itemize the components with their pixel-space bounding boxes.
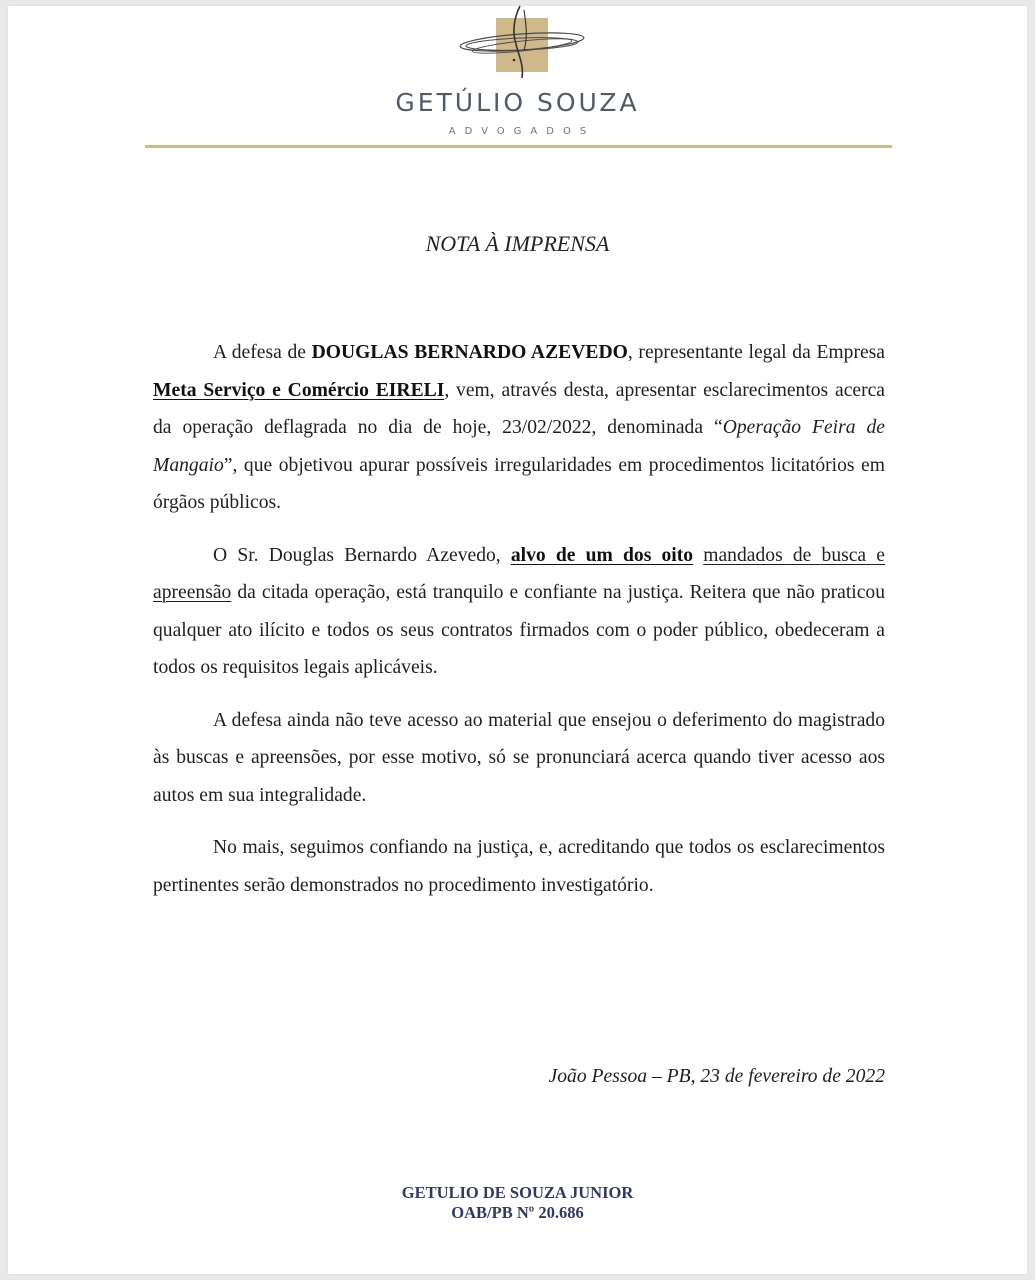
brand-subtitle: ADVOGADOS [448, 126, 596, 137]
paragraph-4: No mais, seguimos confiando na justiça, e, acreditando que todos os esclarecimentos pertinentes serão demonstrados no procedimento investigatório. [153, 837, 885, 896]
paragraph-2-space [693, 545, 703, 566]
paragraph-2-text-1: O Sr. Douglas Bernardo Azevedo, [213, 544, 511, 566]
paragraph-2-text-2: da citada operação, está tranquilo e confiante na justiça. Reitera que não praticou qualquer ato ilícito e todos os seus contratos firmados com o poder público, obedeceram a todos os requisitos legais aplicáveis. [153, 582, 885, 678]
document-title: NOTA À IMPRENSA [425, 231, 610, 256]
place-and-date: João Pessoa – PB, 23 de fevereiro de 2022 [548, 1066, 885, 1087]
paragraph-1-text-3: , vem, através desta, apresentar esclarecimentos acerca da operação deflagrada no dia de hoje, 23/02/2022, denominada “ [153, 379, 886, 438]
paragraph-1 [153, 334, 885, 522]
getulio-souza-monogram-icon [452, 4, 592, 80]
target-phrase: alvo de um dos oito [510, 544, 694, 566]
company-name: Meta Serviço e Comércio EIRELI [153, 379, 445, 401]
document-body [153, 334, 885, 919]
signatory-name: GETULIO DE SOUZA JUNIOR [401, 1183, 634, 1202]
paragraph-2 [153, 537, 885, 687]
paragraph-1-text-2: , representante legal da Empresa [627, 342, 886, 363]
signatory-oab-number: OAB/PB Nº 20.686 [451, 1203, 584, 1222]
warrant-phrase: mandados de busca e apreensão [153, 544, 885, 603]
paragraph-1-text-4: ”, que objetivou apurar possíveis irregularidades em procedimentos licitatórios em órgãos públicos. [153, 454, 885, 513]
brand-name: GETÚLIO SOUZA [395, 88, 640, 117]
client-name: DOUGLAS BERNARDO AZEVEDO [311, 342, 628, 363]
paragraph-3: A defesa ainda não teve acesso ao material que ensejou o deferimento do magistrado às buscas e apreensões, por esse motivo, só se pronunciará acerca quando tiver acesso aos autos em sua integralidade. [153, 709, 885, 806]
paragraph-1-text-1: A defesa de [213, 342, 312, 363]
operation-name: Operação Feira de Mangaio [153, 417, 885, 476]
header-divider [145, 145, 892, 148]
